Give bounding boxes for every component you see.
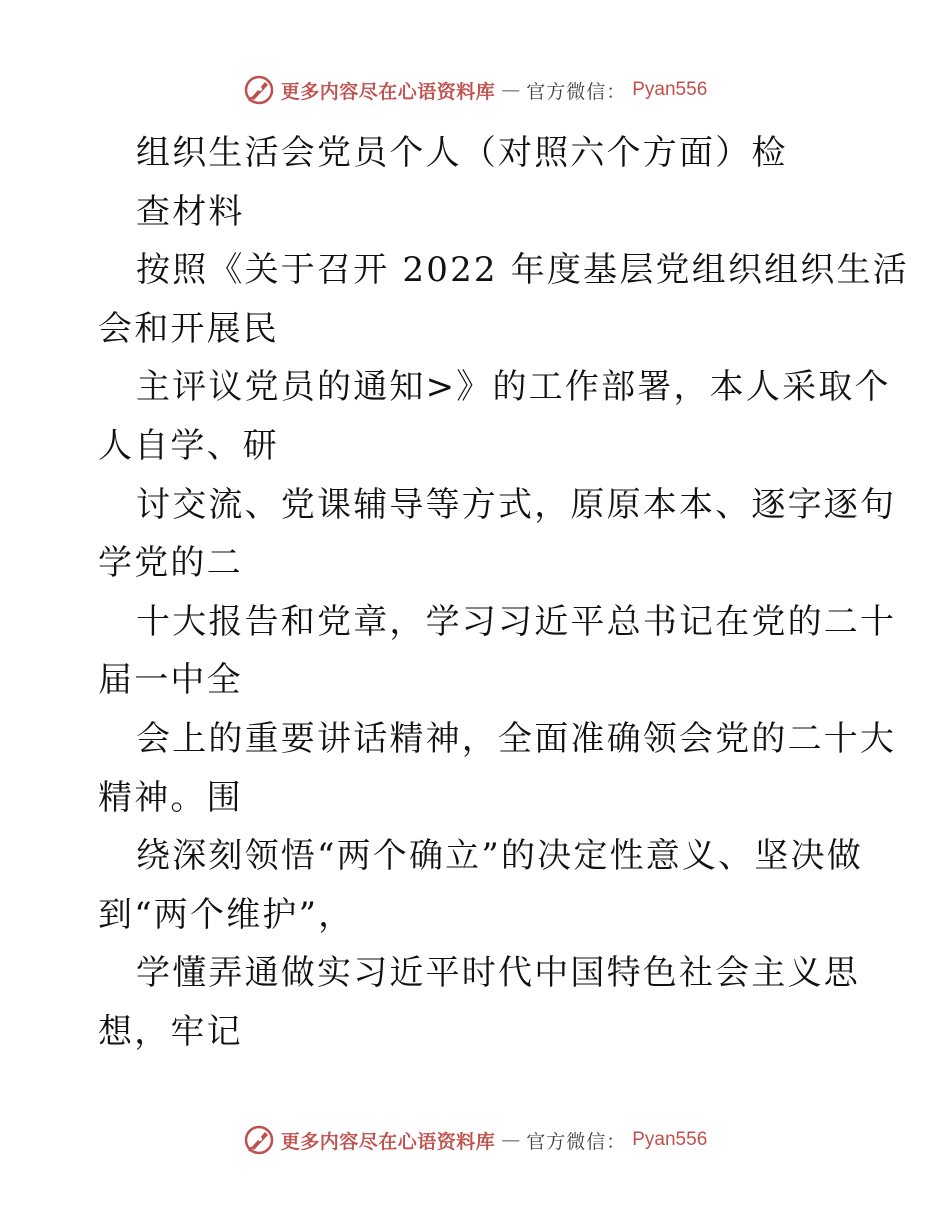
quill-pen-logo-icon (243, 1124, 275, 1156)
banner-wechat-id: Pyan556 (632, 1129, 708, 1150)
paragraph-line: 十大报告和党章，学习习近平总书记在党的二十 (136, 601, 897, 642)
paragraph-line: 学党的二 (98, 543, 243, 584)
banner-site-text: 更多内容尽在心语资料库 (280, 1130, 496, 1153)
title-line-2: 查材料 (136, 191, 245, 232)
paragraph-line: 人自学、研 (98, 425, 279, 466)
banner-wechat-id: Pyan556 (632, 79, 708, 100)
paragraph-line: 届一中全 (98, 660, 243, 701)
paragraph-line: 会上的重要讲话精神，全面准确领会党的二十大 (136, 718, 897, 759)
paragraph-line: 主评议党员的通知>》的工作部署，本人采取个 (136, 367, 891, 408)
banner-wechat-label: 官方微信： (526, 80, 627, 103)
document-body (98, 124, 909, 1062)
title-line-1: 组织生活会党员个人（对照六个方面）检 (136, 133, 788, 173)
paragraph-line: 会和开展民 (98, 308, 279, 349)
paragraph-line: 学懂弄通做实习近平时代中国特色社会主义思 (136, 953, 860, 994)
paragraph-line: 想，牢记 (98, 1011, 243, 1052)
banner-dash: — (501, 1129, 521, 1151)
header-banner (0, 70, 950, 110)
paragraph-line: 到“两个维护”， (98, 894, 355, 935)
paragraph-line: 绕深刻领悟“两个确立”的决定性意义、坚决做 (136, 836, 863, 877)
paragraph-line: 按照《关于召开 2022 年度基层党组织组织生活 (136, 250, 909, 291)
quill-pen-logo-icon (243, 74, 275, 106)
banner-wechat-label: 官方微信： (526, 1130, 627, 1153)
banner-site-text: 更多内容尽在心语资料库 (280, 80, 496, 103)
footer-banner (0, 1120, 950, 1160)
banner-dash: — (501, 79, 521, 101)
paragraph-line: 讨交流、党课辅导等方式，原原本本、逐字逐句 (136, 484, 897, 525)
paragraph-line: 精神。围 (98, 777, 243, 818)
